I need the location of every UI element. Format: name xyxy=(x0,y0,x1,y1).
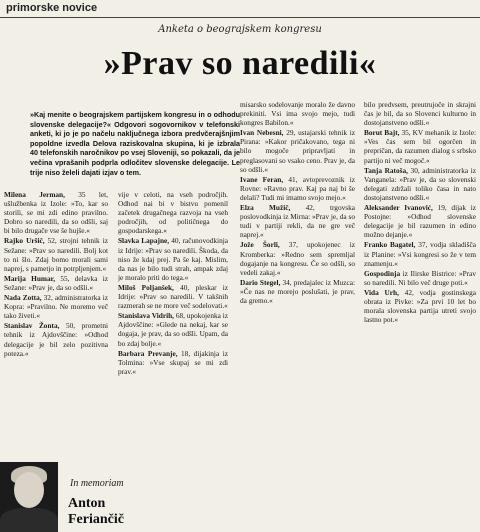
respondent-quote: iz Ilirske Bistrice: »Prav so naredili. Ni bilo več druge poti.« xyxy=(364,268,476,287)
lead-paragraph: »Kaj menite o beograjskem partijskem kongresu in o odhodu slovenske delegacije?« Odgovori sogovornikov v telefonski anketi, ki jo je po načelu naključnega izbora predvčerajšnjim popoldne izvedla Delova raziskovalna skupina, ki je izbrala 40 telefonskih naročnikov po vsej Sloveniji, so pokazali, da je večina vprašanih podprla odločitev slovenske delegacije. Le trije niso želeli dajati izjav o tem. xyxy=(30,110,240,177)
section-label: primorske novice xyxy=(6,2,98,14)
respondent-name: Aleksander Ivanović, xyxy=(364,203,438,213)
respondent-name: Borut Bajt, xyxy=(364,128,402,138)
respondent-paragraph xyxy=(4,293,108,320)
respondent-quote: 29, ustajarski tehnik iz Pirana: »Kakor pričakovano, tega ni bilo mogoče pripravljati in preglasovani so vsako ceno. Prav je, da so odšli.« xyxy=(240,128,355,174)
respondent-paragraph xyxy=(240,203,355,239)
respondent-quote: 35 let, ušlužbenka iz Izole: »To, kar so storili, se mi zdi edino pravilno. Dobro so naredili, da so odšli, saj bi bilo drugače vse še hujše.« xyxy=(4,190,108,236)
respondent-quote: 35, KV mehanik iz Izole: »Ves čas sem bil ogorčen in prepričan, da razumen dialog s srbsko partijo ni več mogoč.« xyxy=(364,128,476,165)
respondent-quote: 37, vodja skladišča iz Planine: »Vsi kongresi so že v tem znamenju.« xyxy=(364,240,476,268)
headline: »Prav so naredili« xyxy=(103,45,377,82)
respondent-name: Barbara Prevanje, xyxy=(118,348,182,358)
respondent-paragraph xyxy=(240,240,355,276)
respondent-name: Ivan Nebesni, xyxy=(240,128,287,138)
respondent-name: Elza Mužič, xyxy=(240,203,306,213)
respondent-quote: bilo predvsem, preutrujoče in skrajni čas je bil, da so Slovenci kulturno in dostojanstveno odšli.« xyxy=(364,100,476,128)
respondent-quote: 55, delavka iz Sežane: »Prav je, da so odšli.« xyxy=(4,273,108,292)
respondent-name: Jože Šorli, xyxy=(240,240,289,250)
respondent-quote: 41, avtoprevoznik iz Rovne: »Ravno prav. Kaj pa naj bi še delali? Tudi mi imamo svojo mejo.« xyxy=(240,174,355,202)
respondent-quote: 40, računovodkinja iz Idrije: »Prav so naredili. Škoda, da niso že kdaj prej. Pa še kaj. Mislim, da nas je bilo tudi strah, ampak zdaj je moralo priti do tega.« xyxy=(118,236,228,282)
respondent-name: Marija Humar, xyxy=(4,273,61,283)
memoriam-name: Anton Feriančič xyxy=(68,496,124,527)
respondent-paragraph xyxy=(364,240,476,267)
respondent-paragraph xyxy=(364,100,476,127)
respondent-name: Franko Bagatel, xyxy=(364,240,419,250)
respondent-quote: 30, administratorka iz Vanganela: »Prav je, da so slovenski delegati zdržali toliko časa in nato dostojanstveno odšli.« xyxy=(364,165,476,202)
respondent-name: Gospodinja xyxy=(364,268,403,278)
respondent-paragraph xyxy=(364,128,476,164)
respondent-name: Milena Jerman, xyxy=(4,190,79,199)
respondent-quote: 32, administratorka iz Kopra: »Pravilno. Ne moremo več tako živeti.« xyxy=(4,293,108,321)
respondent-quote: 42, vodja gostinskega obrata iz Pivke: »Za prvi 10 let bo morala slovenska partija utreti svojo lastno pot.« xyxy=(364,287,476,325)
respondent-paragraph xyxy=(240,278,355,305)
respondent-name: Miloš Poljanšek, xyxy=(118,282,181,292)
respondent-name: Tanja Ratoša, xyxy=(364,165,411,175)
article-column-4 xyxy=(364,100,476,532)
respondent-paragraph xyxy=(118,283,228,310)
article-column-3 xyxy=(240,100,355,532)
respondent-quote: 18, dijakinja iz Tolmina: »Vse skupaj se mi zdi prav.« xyxy=(118,348,228,376)
respondent-quote: 50, prometni tehnik iz Ajdovščine: »Odhod delegacije je bil zelo pozitivna poteza.« xyxy=(4,321,108,358)
respondent-paragraph xyxy=(118,236,228,281)
kicker: Anketa o beograjskem kongresu xyxy=(158,24,322,35)
respondent-paragraph xyxy=(240,128,355,173)
respondent-paragraph xyxy=(364,288,476,324)
article-column-1 xyxy=(4,190,108,490)
respondent-name: Dario Stegel, xyxy=(240,277,283,287)
respondent-name: Stanislava Vidrih, xyxy=(118,311,176,321)
respondent-paragraph xyxy=(240,100,355,127)
respondent-paragraph xyxy=(4,321,108,357)
respondent-paragraph xyxy=(240,175,355,202)
respondent-quote: 42, trgovska poslovodkinja iz Mirna: »Prav je, da so tudi v partiji rekli, da ne gre več naprej.« xyxy=(240,203,355,240)
respondent-name: Rajko Uršič, xyxy=(4,236,48,246)
respondent-paragraph xyxy=(118,190,228,235)
section-rule xyxy=(0,17,480,18)
portrait-photo xyxy=(0,462,58,532)
respondent-quote: vije v celoti, na vseh področjih. Odhod nai bi v bistvu pomenil začetek drugačnega razvoja na vseh področjih, od političnega do gospodarskega.« xyxy=(118,190,228,236)
article-column-2 xyxy=(118,190,228,532)
respondent-paragraph xyxy=(4,274,108,292)
respondent-name: Vida Urh, xyxy=(364,287,405,297)
respondent-quote: 19, dijak iz Postojne: »Odhod slovenske delegacije je bil razumen in edino možno dejanje.« xyxy=(364,203,476,240)
respondent-quote: misarsko sodelovanje moralo že davno prekiniti. Vsi ima svojo mejo, tudi kongres Babilon.« xyxy=(240,100,355,128)
respondent-quote: 34, predajalec iz Muzca: »Če nas ne morejo poslušati, je prav, da gremo.« xyxy=(240,277,355,305)
memoriam-label: In memoriam xyxy=(70,478,124,489)
respondent-paragraph xyxy=(118,349,228,376)
respondent-name: Ivane Feran, xyxy=(240,174,289,184)
respondent-quote: 37, upokojenec iz Kromberka: »Redno sem spremljal dogajanje na kongresu. Če so odšli, so vedeli zakaj.« xyxy=(240,240,355,277)
respondent-quote: 68, upokojenka iz Ajdovščine: »Glede na nekaj, kar se dogaja, je prav, da so odšli. Upam, da bo zdaj bolje.« xyxy=(118,311,228,348)
respondent-name: Nada Zotta, xyxy=(4,293,44,303)
respondent-name: Stanislav Žonta, xyxy=(4,321,66,331)
respondent-paragraph xyxy=(4,236,108,272)
respondent-name: Slavka Lapajne, xyxy=(118,236,172,246)
respondent-paragraph xyxy=(4,190,108,235)
respondent-quote: 52, strojni tehnik iz Sežane: »Prav so naredili. Bolj kot to ni šlo. Zdaj bomo morali sami naprej, s pametjo in potrpljenjem.« xyxy=(4,236,108,273)
respondent-quote: 40, pleskar iz Idrije: »Prav so naredili. V takšnih razmerah se ne more več sodelovati.« xyxy=(118,282,228,311)
respondent-paragraph xyxy=(364,269,476,287)
respondent-paragraph xyxy=(364,203,476,239)
respondent-paragraph xyxy=(118,311,228,347)
respondent-paragraph xyxy=(364,166,476,202)
